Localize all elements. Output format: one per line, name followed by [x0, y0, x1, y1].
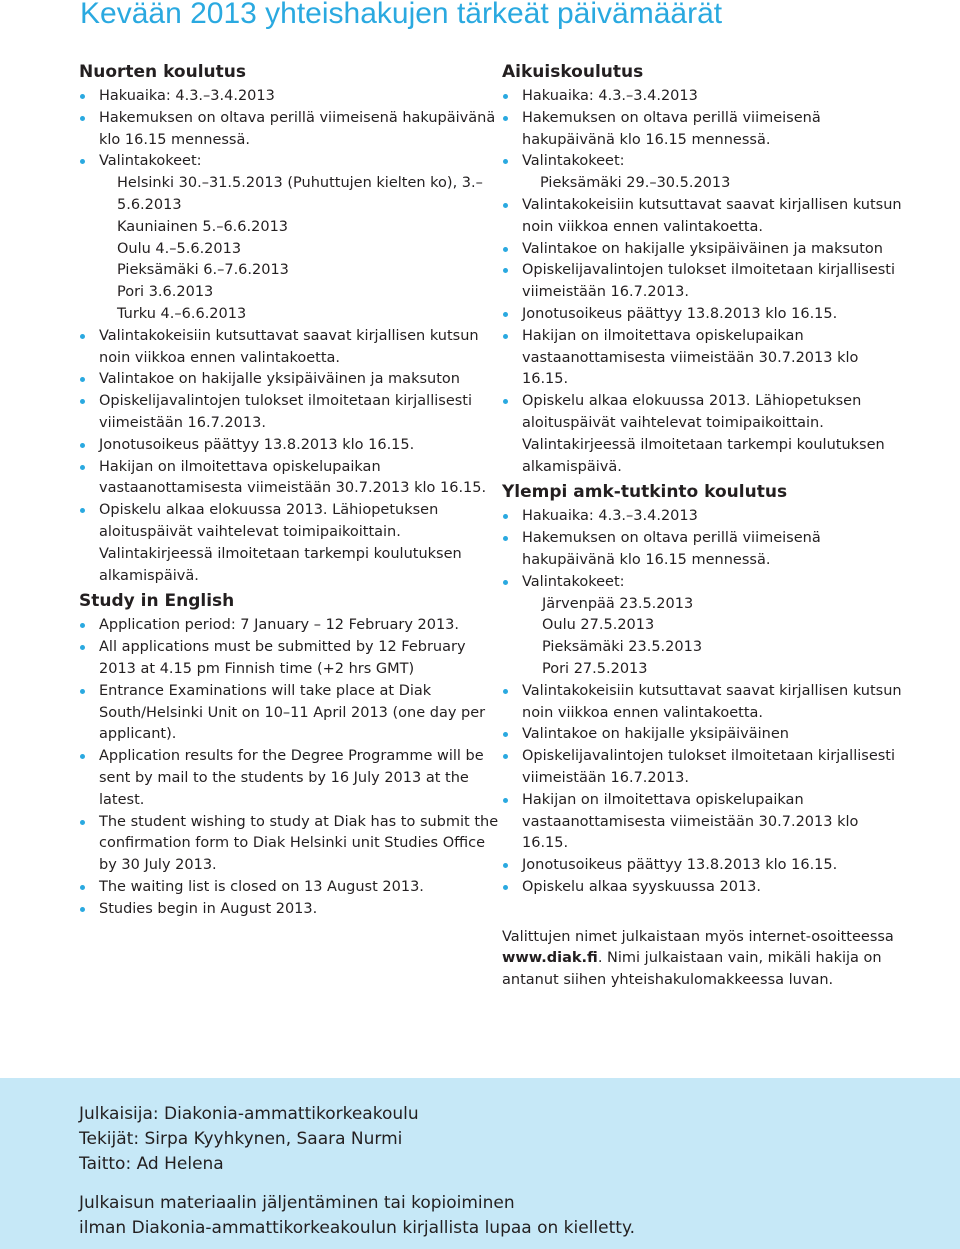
list-subitem: Pori 3.6.2013: [117, 284, 214, 301]
publication-note: [502, 927, 902, 992]
left-column: [79, 58, 499, 920]
list-subitem: Helsinki 30.–31.5.2013 (Puhuttujen kielten ko), 3.–5.6.2013: [117, 175, 483, 213]
list-ylempi-amk: [502, 506, 902, 898]
section-heading-nuorten: Nuorten koulutus: [79, 62, 246, 82]
list-nuorten: [79, 86, 499, 587]
list-subitem: Pieksämäki 29.–30.5.2013: [540, 175, 731, 192]
list-item: Opiskelijavalintojen tulokset ilmoitetaan kirjallisesti viimeistään 16.7.2013.: [502, 260, 902, 304]
note-text-after: . Nimi julkaistaan vain, mikäli hakija on antanut siihen yhteishakulomakkeessa luvan.: [502, 950, 882, 989]
list-item: Valintakoe on hakijalle yksipäiväinen ja maksuton: [502, 239, 902, 261]
list-item: Hakijan on ilmoitettava opiskelupaikan vastaanottamisesta viimeistään 30.7.2013 klo 16.15.: [502, 326, 902, 391]
list-item: Valintakokeet:: [502, 151, 902, 173]
list-item: Valintakokeet:: [502, 572, 902, 594]
list-item: The student wishing to study at Diak has to submit the confirmation form to Diak Helsinki unit Studies Office by 30 July 2013.: [79, 812, 499, 877]
website-link[interactable]: www.diak.fi: [502, 950, 598, 967]
copyright-line-1: Julkaisun materiaalin jäljentäminen tai kopioiminen: [79, 1193, 515, 1213]
list-item: Hakuaika: 4.3.–3.4.2013: [502, 506, 902, 528]
section-heading-aikuiskoulutus: Aikuiskoulutus: [502, 62, 644, 82]
list-item: Opiskelijavalintojen tulokset ilmoitetaan kirjallisesti viimeistään 16.7.2013.: [502, 746, 902, 790]
page-title: Kevään 2013 yhteishakujen tärkeät päivämäärät: [80, 0, 723, 30]
list-item: Valintakokeisiin kutsuttavat saavat kirjallisen kutsun noin viikkoa ennen valintakoetta.: [79, 326, 499, 370]
list-item: Hakuaika: 4.3.–3.4.2013: [79, 86, 499, 108]
list-item: Valintakokeisiin kutsuttavat saavat kirjallisen kutsun noin viikkoa ennen valintakoetta.: [502, 195, 902, 239]
list-subitem: Järvenpää 23.5.2013: [542, 595, 694, 612]
list-item: Hakemuksen on oltava perillä viimeisenä hakupäivänä klo 16.15 mennessä.: [502, 528, 902, 572]
footer: [0, 1078, 960, 1249]
right-column: [502, 58, 902, 992]
list-item: Opiskelu alkaa elokuussa 2013. Lähiopetuksen aloituspäivät vaihtelevat toimipaikoittain. Valintakirjeessä ilmoitetaan tarkempi koulutuksen alkamispäivä.: [502, 391, 902, 478]
copyright-line-2: ilman Diakonia-ammattikorkeakoulun kirjallista lupaa on kielletty.: [79, 1218, 635, 1238]
section-heading-study-in-english: Study in English: [79, 591, 235, 612]
list-item: Application results for the Degree Programme will be sent by mail to the students by 16 July 2013 at the latest.: [79, 746, 499, 811]
list-item: Jonotusoikeus päättyy 13.8.2013 klo 16.15.: [79, 435, 499, 457]
note-text-before: Valittujen nimet julkaistaan myös internet-osoitteessa: [502, 928, 894, 945]
list-item: All applications must be submitted by 12 February 2013 at 4.15 pm Finnish time (+2 hrs GMT): [79, 637, 499, 681]
list-subitem: Pori 27.5.2013: [542, 660, 648, 677]
list-item: Hakemuksen on oltava perillä viimeisenä hakupäivänä klo 16.15 mennessä.: [502, 108, 902, 152]
list-subitem: Oulu 27.5.2013: [542, 617, 655, 634]
list-item: Hakijan on ilmoitettava opiskelupaikan vastaanottamisesta viimeistään 30.7.2013 klo 16.15.: [79, 457, 499, 501]
list-subitem: Pieksämäki 23.5.2013: [542, 639, 703, 656]
list-study-in-english: [79, 615, 499, 920]
list-item: Hakemuksen on oltava perillä viimeisenä hakupäivänä klo 16.15 mennessä.: [79, 108, 499, 152]
list-subitem: Kauniainen 5.–6.6.2013: [117, 218, 289, 235]
list-item: Opiskelu alkaa syyskuussa 2013.: [502, 877, 902, 899]
list-item: Studies begin in August 2013.: [79, 899, 499, 921]
list-item: Opiskelu alkaa elokuussa 2013. Lähiopetuksen aloituspäivät vaihtelevat toimipaikoittain. Valintakirjeessä ilmoitetaan tarkempi koulutuksen alkamispäivä.: [79, 500, 499, 587]
list-item: Valintakokeisiin kutsuttavat saavat kirjallisen kutsun noin viikkoa ennen valintakoetta.: [502, 681, 902, 725]
list-aikuiskoulutus: [502, 86, 902, 478]
list-subitem: Oulu 4.–5.6.2013: [117, 240, 242, 257]
list-subitem: Pieksämäki 6.–7.6.2013: [117, 262, 289, 279]
list-item: Hakijan on ilmoitettava opiskelupaikan vastaanottamisesta viimeistään 30.7.2013 klo 16.15.: [502, 790, 902, 855]
list-item: Hakuaika: 4.3.–3.4.2013: [502, 86, 902, 108]
list-item: Valintakoe on hakijalle yksipäiväinen ja maksuton: [79, 369, 499, 391]
list-item: The waiting list is closed on 13 August 2013.: [79, 877, 499, 899]
publisher-line: Julkaisija: Diakonia-ammattikorkeakoulu: [79, 1104, 419, 1124]
authors-line: Tekijät: Sirpa Kyyhkynen, Saara Nurmi: [79, 1129, 403, 1149]
list-subitem: Turku 4.–6.6.2013: [117, 305, 247, 322]
footer-text: [79, 1102, 635, 1241]
list-item: Application period: 7 January – 12 February 2013.: [79, 615, 499, 637]
list-item: Opiskelijavalintojen tulokset ilmoitetaan kirjallisesti viimeistään 16.7.2013.: [79, 391, 499, 435]
list-item: Entrance Examinations will take place at Diak South/Helsinki Unit on 10–11 April 2013 (one day per applicant).: [79, 681, 499, 746]
list-item: Valintakokeet:: [79, 151, 499, 173]
layout-credit-line: Taitto: Ad Helena: [79, 1154, 224, 1174]
list-item: Jonotusoikeus päättyy 13.8.2013 klo 16.15.: [502, 855, 902, 877]
section-heading-ylempi-amk: Ylempi amk-tutkinto koulutus: [502, 482, 788, 503]
list-item: Valintakoe on hakijalle yksipäiväinen: [502, 724, 902, 746]
list-item: Jonotusoikeus päättyy 13.8.2013 klo 16.15.: [502, 304, 902, 326]
